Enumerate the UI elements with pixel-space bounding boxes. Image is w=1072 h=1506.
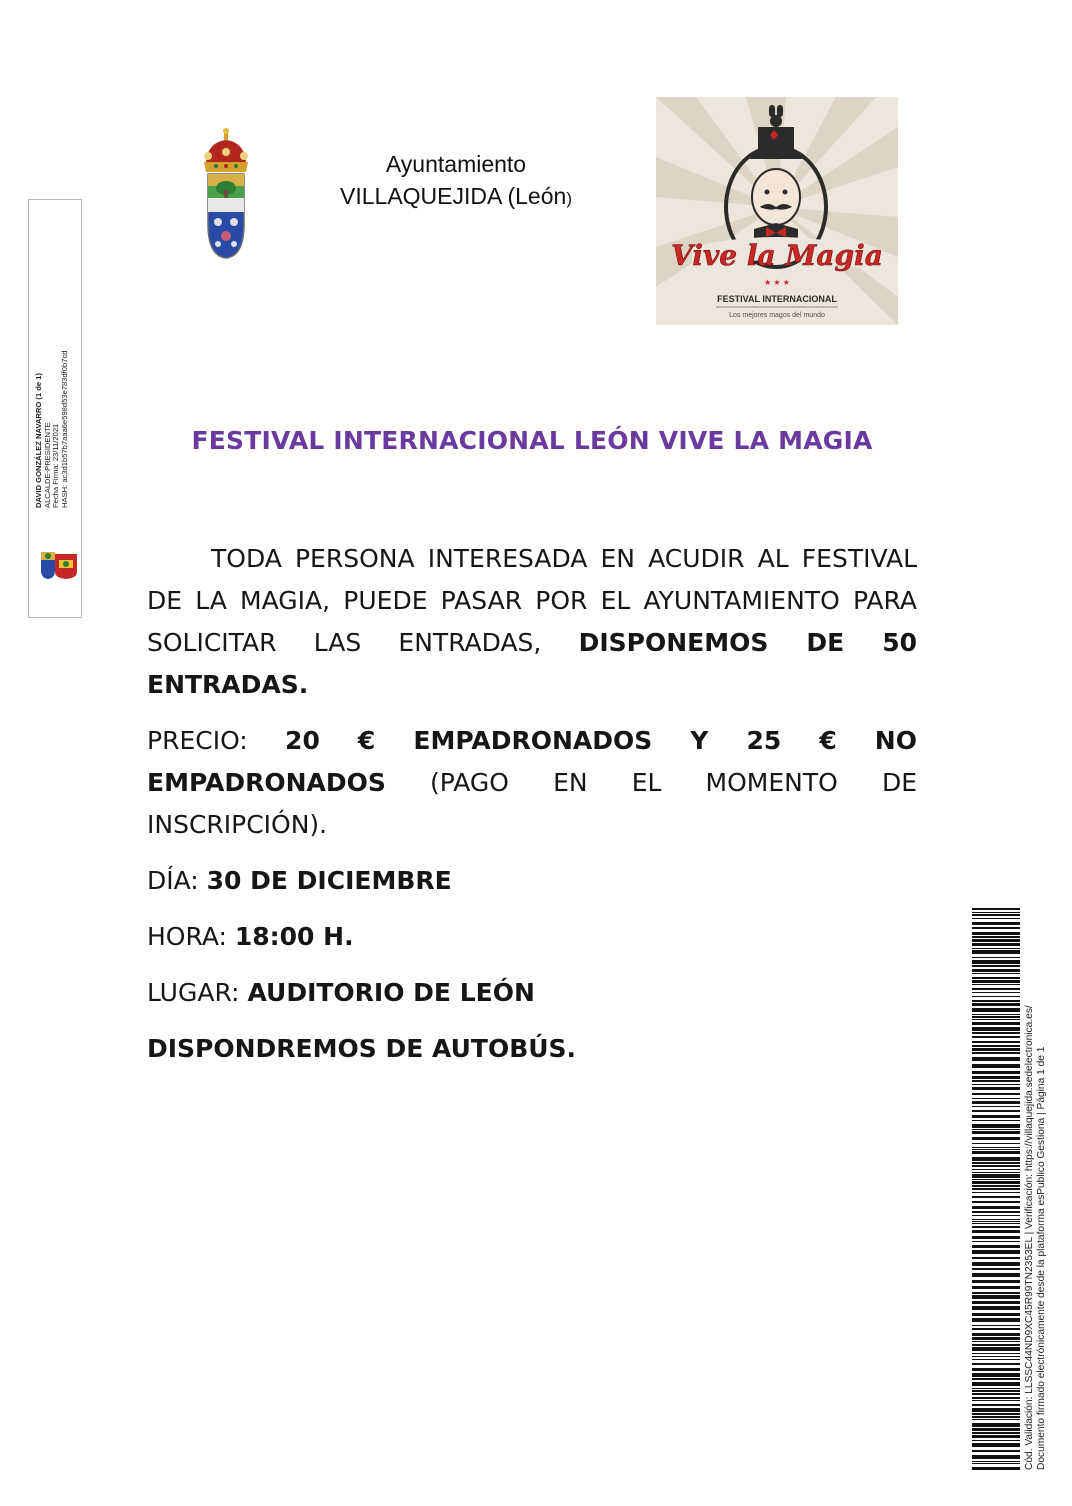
signature-strip: [28, 199, 82, 618]
barcode-bar: [972, 1268, 1020, 1270]
barcode-bar: [972, 992, 1020, 993]
barcode-bar: [972, 1257, 1020, 1259]
barcode-bar: [972, 912, 1020, 913]
barcode-bar: [972, 1400, 1020, 1401]
barcode-bar: [972, 1419, 1020, 1420]
document-title: FESTIVAL INTERNACIONAL LEÓN VIVE LA MAGIA: [191, 426, 873, 455]
barcode-bar: [972, 1196, 1020, 1198]
barcode-bar: [972, 1250, 1020, 1254]
barcode-bar: [972, 1428, 1020, 1431]
barcode-bar: [972, 1388, 1020, 1389]
barcode-bar: [972, 1188, 1020, 1190]
validation-line-1: Cód. Validación: LLSSC44ND9XC45R99TN2353EL | Verificación: https://villaquejida.sedelectronica.es/: [1024, 1005, 1035, 1470]
barcode-bar: [972, 1356, 1020, 1357]
barcode-bar: [972, 1137, 1020, 1140]
barcode-bar: [972, 1106, 1020, 1107]
barcode-bar: [972, 922, 1020, 925]
town-header: [318, 148, 594, 215]
barcode-bar: [972, 1333, 1020, 1336]
barcode-bar: [972, 1219, 1020, 1220]
barcode-bar: [972, 1000, 1020, 1002]
barcode-bar: [972, 957, 1020, 958]
validation-text: [1024, 900, 1064, 1470]
poster-script-title: Vive la Magia: [671, 239, 883, 272]
svg-text:★ ★ ★: ★ ★ ★: [764, 278, 790, 287]
barcode-bar: [972, 1359, 1020, 1360]
barcode-bar: [972, 939, 1020, 942]
barcode-bar: [972, 1404, 1020, 1406]
barcode-bar: [972, 1461, 1020, 1462]
time-value: 18:00 H.: [234, 922, 354, 951]
barcode-bar: [972, 988, 1020, 990]
barcode-bar: [972, 1347, 1020, 1351]
barcode-bar: [972, 1201, 1020, 1203]
barcode-bar: [972, 1416, 1020, 1418]
barcode-bar: [972, 1192, 1020, 1193]
barcode-bar: [972, 1162, 1020, 1164]
barcode-bar: [972, 1313, 1020, 1316]
day-label: DÍA:: [147, 866, 207, 895]
barcode-bar: [972, 1435, 1020, 1438]
poster-tagline: Los mejores magos del mundo: [729, 312, 825, 319]
barcode-bar: [972, 943, 1020, 946]
barcode-bar: [972, 1450, 1020, 1452]
barcode-bar: [972, 950, 1020, 954]
barcode-bar: [972, 984, 1020, 985]
barcode-bar: [972, 1292, 1020, 1294]
intro-paragraph: [147, 538, 917, 706]
barcode-bar: [972, 1157, 1020, 1161]
town-name-text: VILLAQUEJIDA (León: [340, 183, 567, 209]
barcode-bar: [972, 1181, 1020, 1184]
barcode-bar: [972, 1110, 1020, 1112]
barcode-bar: [972, 927, 1020, 929]
barcode-bar: [972, 996, 1020, 997]
barcode-bar: [972, 1206, 1020, 1209]
barcode-bar: [972, 1057, 1020, 1061]
poster-subtitle: FESTIVAL INTERNACIONAL: [717, 294, 837, 304]
barcode-bar: [972, 1432, 1020, 1434]
barcode-bar: [972, 1463, 1020, 1464]
barcode-bar: [972, 932, 1020, 935]
signature-crest-icon: [37, 546, 81, 582]
barcode-bar: [972, 1014, 1020, 1015]
barcode-bar: [972, 1016, 1020, 1018]
barcode-bar: [972, 1413, 1020, 1415]
price-paragraph: [147, 720, 917, 846]
barcode-bar: [972, 1045, 1020, 1047]
barcode-bar: [972, 1344, 1020, 1346]
barcode-bar: [972, 1408, 1020, 1412]
barcode-bar: [972, 1064, 1020, 1068]
barcode-bar: [972, 1306, 1020, 1310]
barcode-bar: [972, 1328, 1020, 1330]
barcode-bar: [972, 1087, 1020, 1090]
barcode-bar: [972, 1098, 1020, 1099]
barcode-bar: [972, 1172, 1020, 1173]
barcode-bar: [972, 1393, 1020, 1395]
barcode-bar: [972, 1397, 1020, 1399]
time-line: [147, 916, 917, 958]
barcode-bar: [972, 1115, 1020, 1118]
barcode-bar: [972, 1124, 1020, 1128]
signature-date: Fecha Firma: 23/11/2021: [51, 423, 61, 508]
barcode-bar: [972, 1084, 1020, 1085]
barcode-bar: [972, 1226, 1020, 1228]
barcode-bar: [972, 936, 1020, 938]
barcode-bar: [972, 1368, 1020, 1371]
barcode-bar: [972, 1080, 1020, 1082]
barcode-bar: [972, 1230, 1020, 1233]
barcode-bar: [972, 1443, 1020, 1447]
barcode: [972, 908, 1020, 1471]
barcode-bar: [972, 1236, 1020, 1239]
barcode-bar: [972, 1215, 1020, 1216]
barcode-bar: [972, 908, 1020, 910]
price-note: (PAGO EN EL MOMENTO DE INSCRIPCIÓN).: [147, 768, 917, 839]
time-label: HORA:: [147, 922, 235, 951]
signer-role: ALCALDE-PRESIDENTE: [42, 422, 52, 508]
barcode-bar: [972, 973, 1020, 974]
barcode-bar: [972, 1325, 1020, 1326]
document-body: [147, 538, 917, 1070]
barcode-bar: [972, 1341, 1020, 1342]
town-label: Ayuntamiento: [385, 151, 527, 177]
barcode-bar: [972, 1008, 1020, 1012]
barcode-bar: [972, 1318, 1020, 1322]
barcode-bar: [972, 914, 1020, 916]
vive-la-magia-poster: [656, 97, 898, 325]
barcode-bar: [972, 960, 1020, 964]
barcode-bar: [972, 1174, 1020, 1178]
day-value: 30 DE DICIEMBRE: [206, 866, 452, 895]
barcode-bar: [972, 1052, 1020, 1054]
barcode-bar: [972, 1373, 1020, 1377]
barcode-bar: [972, 1273, 1020, 1277]
place-line: [147, 972, 917, 1014]
barcode-bar: [972, 1455, 1020, 1459]
barcode-bar: [972, 1337, 1020, 1340]
barcode-bar: [972, 1036, 1020, 1038]
barcode-bar: [972, 1467, 1020, 1470]
barcode-bar: [972, 1076, 1020, 1079]
barcode-bar: [972, 1151, 1020, 1154]
intro-text: TODA PERSONA INTERESADA EN ACUDIR AL FESTIVAL DE LA MAGIA, PUEDE PASAR POR EL AYUNTAMIENTO PARA SOLICITAR LAS ENTRADAS,: [147, 544, 917, 657]
barcode-bar: [972, 977, 1020, 979]
barcode-bar: [972, 1143, 1020, 1144]
barcode-bar: [972, 1022, 1020, 1025]
barcode-bar: [972, 1048, 1020, 1051]
signature-block: [35, 326, 81, 508]
barcode-bar: [972, 918, 1020, 919]
barcode-bar: [972, 1280, 1020, 1283]
barcode-bar: [972, 1301, 1020, 1304]
town-name: [318, 180, 594, 215]
barcode-bar: [972, 1262, 1020, 1266]
barcode-bar: [972, 1027, 1020, 1031]
barcode-bar: [972, 1165, 1020, 1167]
barcode-bar: [972, 1363, 1020, 1365]
bus-notice: DISPONDREMOS DE AUTOBÚS.: [147, 1034, 577, 1063]
barcode-bar: [972, 1093, 1020, 1095]
barcode-bar: [972, 1032, 1020, 1034]
barcode-bar: [972, 1223, 1020, 1224]
barcode-bar: [972, 1221, 1020, 1222]
barcode-bar: [972, 1185, 1020, 1187]
barcode-bar: [972, 1149, 1020, 1150]
barcode-bar: [972, 1179, 1020, 1180]
barcode-bar: [972, 1169, 1020, 1170]
signer-name: DAVID GONZÁLEZ NAVARRO (1 de 1): [34, 372, 43, 508]
signature-hash: HASH: ac3d1b57b7aaa6e598d53e783df0b7cd: [59, 350, 69, 508]
place-value: AUDITORIO DE LEÓN: [247, 978, 535, 1007]
barcode-bar: [972, 1440, 1020, 1441]
barcode-bar: [972, 965, 1020, 967]
town-name-paren: ): [566, 189, 572, 208]
barcode-bar: [972, 1147, 1020, 1148]
intro-bold: DISPONEMOS DE 50 ENTRADAS.: [147, 628, 917, 699]
validation-line-2: Documento firmado electrónicamente desde la plataforma esPublico Gestiona | Página 1 de 1: [1035, 1046, 1047, 1470]
barcode-bar: [972, 1041, 1020, 1043]
barcode-bar: [972, 1071, 1020, 1074]
barcode-bar: [972, 1382, 1020, 1386]
barcode-bar: [972, 1019, 1020, 1020]
barcode-bar: [972, 1131, 1020, 1134]
price-value: 20 € EMPADRONADOS Y 25 € NO EMPADRONADOS: [147, 726, 917, 797]
barcode-bar: [972, 1003, 1020, 1006]
barcode-bar: [972, 1241, 1020, 1242]
place-label: LUGAR:: [147, 978, 248, 1007]
barcode-bar: [972, 1129, 1020, 1130]
barcode-bar: [972, 969, 1020, 972]
barcode-bar: [972, 1101, 1020, 1104]
barcode-bar: [972, 1378, 1020, 1380]
day-line: [147, 860, 917, 902]
barcode-bar: [972, 1211, 1020, 1213]
barcode-bar: [972, 1295, 1020, 1299]
barcode-bar: [972, 948, 1020, 949]
barcode-bar: [972, 1245, 1020, 1248]
barcode-bar: [972, 1390, 1020, 1392]
barcode-bar: [972, 1353, 1020, 1354]
barcode-bar: [972, 1120, 1020, 1121]
barcode-bar: [972, 1423, 1020, 1427]
barcode-bar: [972, 1286, 1020, 1289]
barcode-bar: [972, 980, 1020, 983]
price-label: PRECIO:: [147, 726, 286, 755]
bus-line: [147, 1028, 917, 1070]
